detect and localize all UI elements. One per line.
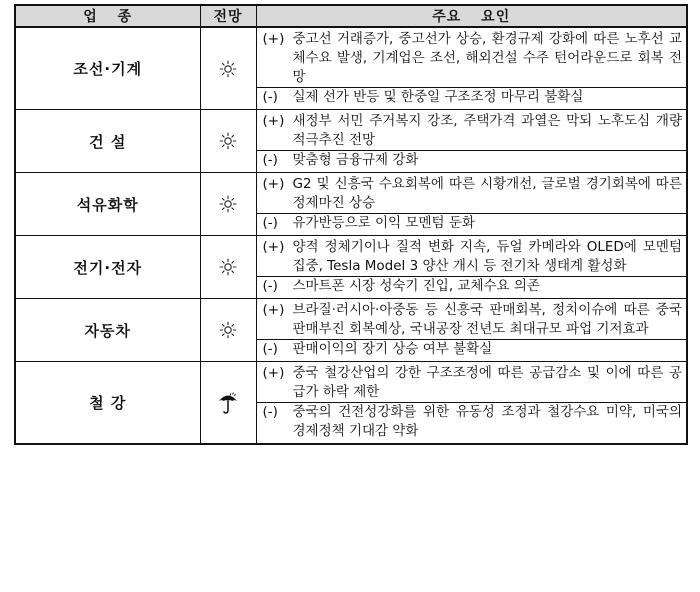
header-outlook-label: 전망 — [213, 9, 243, 25]
factor-item — [263, 112, 683, 150]
factor-sign: (+) — [262, 176, 285, 192]
outlook-cell — [200, 236, 256, 299]
table-row — [15, 299, 687, 362]
factor-text: 중국 철강산업의 강한 구조조정에 따른 공급감소 및 이에 따른 공급가 하락 제한 — [292, 365, 682, 400]
factor-item — [257, 402, 687, 441]
factor-item — [257, 339, 687, 359]
factor-sign: (-) — [262, 215, 278, 231]
factor-item — [257, 276, 687, 296]
table-row — [15, 173, 687, 236]
factor-item — [257, 213, 687, 233]
factors-cell — [256, 27, 687, 110]
factor-sign: (+) — [262, 365, 285, 381]
header-industry-label: 업 종 — [83, 9, 133, 25]
sunny-icon — [201, 321, 256, 339]
sunny-icon — [201, 195, 256, 213]
factor-text: 유가반등으로 이익 모멘텀 둔화 — [292, 215, 475, 231]
table-row — [15, 236, 687, 299]
factor-item — [263, 364, 683, 402]
factor-item — [263, 30, 683, 87]
factor-sign: (+) — [262, 113, 285, 129]
sunny-icon — [201, 132, 256, 150]
header-row — [15, 5, 687, 27]
factor-item — [263, 238, 683, 276]
factor-item — [257, 87, 687, 107]
outlook-cell — [200, 362, 256, 445]
factor-text: 중고선 거래증가, 중고선가 상승, 환경규제 강화에 따른 노후선 교체수요 발생, 기계업은 조선, 해외건설 수주 턴어라운드로 회복 전망 — [292, 31, 682, 85]
factors-cell — [256, 236, 687, 299]
factor-item — [263, 175, 683, 213]
factor-sign: (-) — [262, 404, 278, 420]
industry-name: 전기·전자 — [15, 236, 200, 299]
industry-outlook-table — [14, 4, 688, 445]
header-industry — [15, 5, 200, 27]
outlook-cell — [200, 173, 256, 236]
header-factors-label: 주요 요인 — [432, 9, 511, 25]
factor-text: 브라질·러시아·아중동 등 신흥국 판매회복, 정치이슈에 따른 중국 판매부진 회복예상, 국내공장 전년도 최대규모 파업 기저효과 — [292, 302, 682, 337]
industry-name: 석유화학 — [15, 173, 200, 236]
sunny-icon — [201, 60, 256, 78]
factor-text: 판매이익의 장기 상승 여부 불확실 — [292, 341, 493, 357]
table-row — [15, 362, 687, 445]
factor-text: 실제 선가 반등 및 한중일 구조조정 마무리 불확실 — [292, 89, 584, 105]
outlook-cell — [200, 27, 256, 110]
factor-text: G2 및 신흥국 수요회복에 따른 시황개선, 글로벌 경기회복에 따른 정제마진 상승 — [292, 176, 682, 211]
factors-cell — [256, 173, 687, 236]
industry-name: 자동차 — [15, 299, 200, 362]
table-row — [15, 110, 687, 173]
factor-text: 양적 정체기이나 질적 변화 지속, 듀얼 카메라와 OLED에 모멘텀 집중, Tesla Model 3 양산 개시 등 전기차 생태계 활성화 — [292, 239, 682, 274]
factor-item — [257, 150, 687, 170]
outlook-cell — [200, 110, 256, 173]
factor-item — [263, 301, 683, 339]
factor-sign: (+) — [262, 239, 285, 255]
industry-name: 건 설 — [15, 110, 200, 173]
factor-sign: (-) — [262, 341, 278, 357]
factor-sign: (+) — [262, 31, 285, 47]
factors-cell — [256, 362, 687, 445]
header-outlook — [200, 5, 256, 27]
factor-sign: (-) — [262, 278, 278, 294]
factor-text: 스마트폰 시장 성숙기 진입, 교체수요 의존 — [292, 278, 540, 294]
factor-sign: (+) — [262, 302, 285, 318]
header-factors — [256, 5, 687, 27]
industry-name: 철 강 — [15, 362, 200, 445]
factors-cell — [256, 299, 687, 362]
factor-text: 중국의 건전성강화를 위한 유동성 조정과 철강수요 미약, 미국의 경제정책 기대감 약화 — [292, 404, 682, 439]
factor-sign: (-) — [262, 89, 278, 105]
factor-sign: (-) — [262, 152, 278, 168]
umbrella-rain-icon — [201, 391, 256, 415]
industry-name: 조선·기계 — [15, 27, 200, 110]
sunny-icon — [201, 258, 256, 276]
factors-cell — [256, 110, 687, 173]
factor-text: 맞춤형 금융규제 강화 — [292, 152, 419, 168]
table-row — [15, 27, 687, 110]
outlook-cell — [200, 299, 256, 362]
factor-text: 새정부 서민 주거복지 강조, 주택가격 과열은 막되 노후도심 개량 적극추진 전망 — [292, 113, 682, 148]
